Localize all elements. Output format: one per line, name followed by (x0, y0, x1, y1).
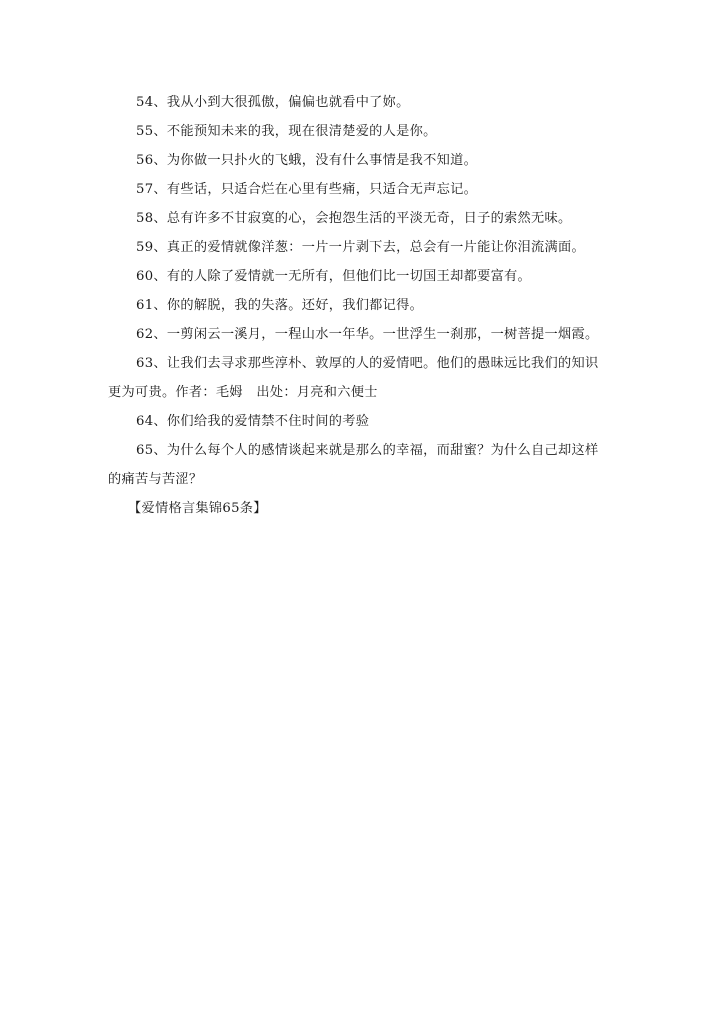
paragraph-58: 58、总有许多不甘寂寞的心，会抱怨生活的平淡无奇，日子的索然无味。 (136, 211, 572, 226)
paragraph-62: 62、一剪闲云一溪月，一程山水一年华。一世浮生一刹那，一树菩提一烟霞。 (136, 327, 599, 342)
paragraph-65: 65、为什么每个人的感情谈起来就是那么的幸福，而甜蜜？为什么自己却这样的痛苦与苦涩？ (108, 443, 599, 487)
document-footer-title: 【爱情格言集锦65条】 (128, 501, 267, 516)
paragraph-57: 57、有些话，只适合烂在心里有些痛，只适合无声忘记。 (136, 182, 478, 197)
paragraph-56: 56、为你做一只扑火的飞蛾，没有什么事情是我不知道。 (136, 153, 478, 168)
paragraph-59: 59、真正的爱情就像洋葱：一片一片剥下去，总会有一片能让你泪流满面。 (136, 240, 585, 255)
paragraph-64: 64、你们给我的爱情禁不住时间的考验 (136, 414, 370, 429)
document-body (108, 88, 603, 523)
paragraph-54: 54、我从小到大很孤傲，偏偏也就看中了妳。 (136, 95, 410, 110)
paragraph-63: 63、让我们去寻求那些淳朴、敦厚的人的爱情吧。他们的愚昧远比我们的知识更为可贵。作者：毛姆 出处：月亮和六便士 (108, 356, 599, 400)
paragraph-55: 55、不能预知未来的我，现在很清楚爱的人是你。 (136, 124, 437, 139)
paragraph-61: 61、你的解脱，我的失落。还好，我们都记得。 (136, 298, 424, 313)
paragraph-60: 60、有的人除了爱情就一无所有，但他们比一切国王却都要富有。 (136, 269, 532, 284)
